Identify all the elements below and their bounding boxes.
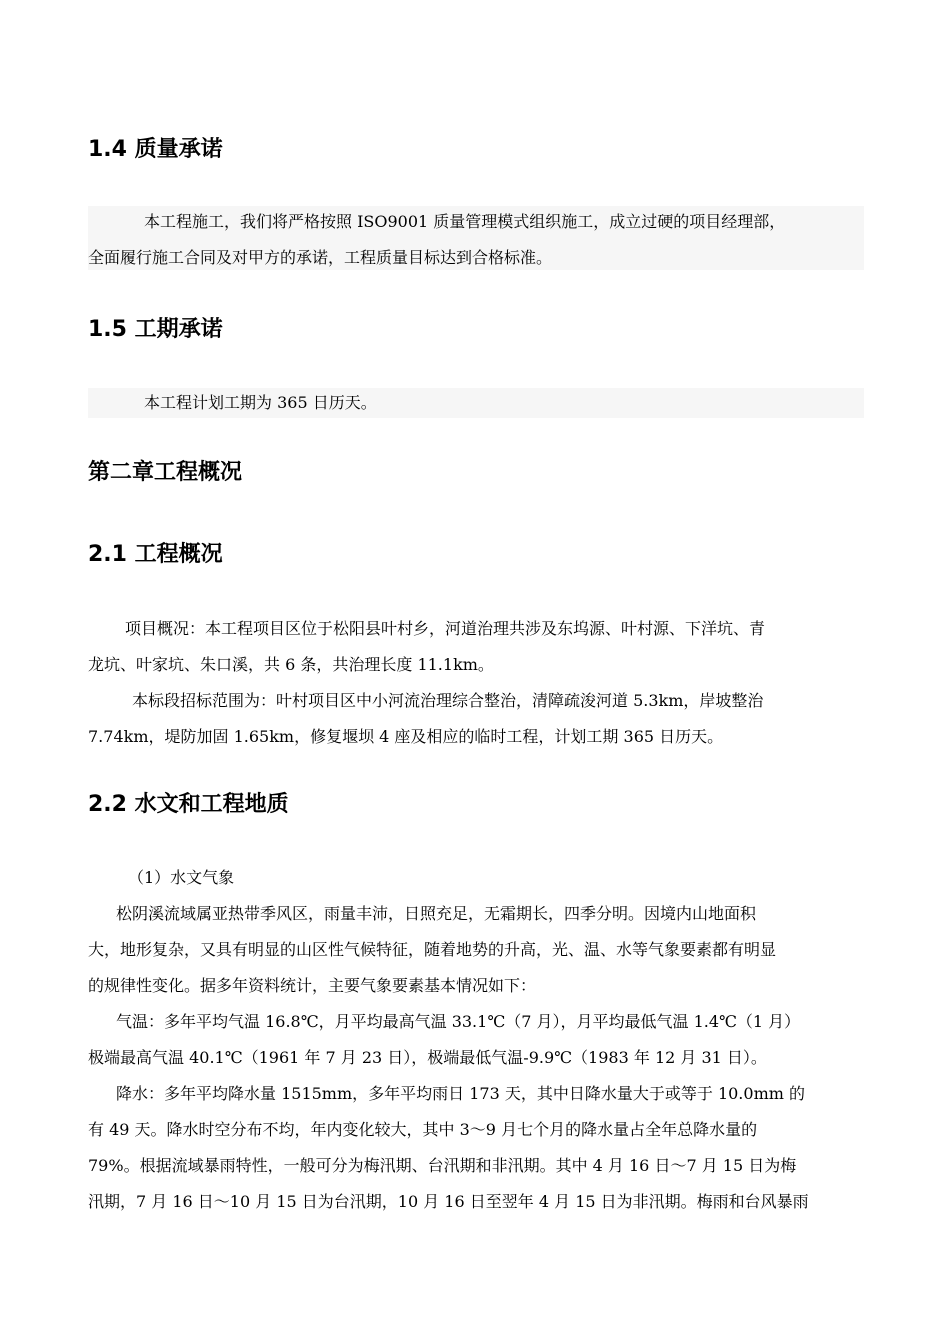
text-line: 有 49 天。降水时空分布不均，年内变化较大，其中 3～9 月七个月的降水量占全年总降水量的 [88,1120,758,1139]
text-line: 汛期，7 月 16 日～10 月 15 日为台汛期，10 月 16 日至翌年 4 月 15 日为非汛期。梅雨和台风暴雨 [88,1192,809,1211]
text-line: 7.74km，堤防加固 1.65km，修复堰坝 4 座及相应的临时工程，计划工期 365 日历天。 [88,727,724,746]
heading-quality-commitment: 1.4 质量承诺 [88,137,223,162]
heading-schedule-commitment: 1.5 工期承诺 [88,317,223,342]
text-line: 本工程施工，我们将严格按照 ISO9001 质量管理模式组织施工，成立过硬的项目经理部， [144,212,786,231]
text-line: 松阴溪流域属亚热带季风区，雨量丰沛，日照充足，无霜期长，四季分明。因境内山地面积 [116,904,757,923]
text-line: 极端最高气温 40.1℃（1961 年 7 月 23 日），极端最低气温-9.9℃（1983 年 12 月 31 日）。 [88,1048,767,1067]
text-line: （1）水文气象 [128,868,235,887]
paragraph-climate [88,896,866,1004]
paragraph-bid-scope [88,683,866,755]
chapter-title: 第二章工程概况 [88,460,243,485]
subheading-hydrometeorology [88,860,866,896]
text-line: 项目概况：本工程项目区位于松阳县叶村乡，河道治理共涉及东坞源、叶村源、下洋坑、青 [125,619,766,638]
text-line: 79%。根据流域暴雨特性，一般可分为梅汛期、台汛期和非汛期。其中 4 月 16 日～7 月 15 日为梅 [88,1156,797,1175]
heading-hydrology-geology: 2.2 水文和工程地质 [88,792,289,817]
paragraph-quality-commitment [88,204,866,276]
paragraph-project-overview [88,611,866,683]
text-line: 本标段招标范围为：叶村项目区中小河流治理综合整治，清障疏浚河道 5.3km，岸坡整治 [132,691,764,710]
heading-project-overview: 2.1 工程概况 [88,542,223,567]
paragraph-precipitation [88,1076,866,1220]
text-line: 全面履行施工合同及对甲方的承诺，工程质量目标达到合格标准。 [88,248,553,267]
text-line: 龙坑、叶家坑、朱口溪，共 6 条，共治理长度 11.1km。 [88,655,494,674]
text-line: 的规律性变化。据多年资料统计，主要气象要素基本情况如下： [88,976,537,995]
paragraph-schedule-commitment [88,385,866,421]
text-line: 本工程计划工期为 365 日历天。 [144,393,377,412]
text-line: 大，地形复杂，又具有明显的山区性气候特征，随着地势的升高，光、温、水等气象要素都有明显 [88,940,777,959]
text-line: 降水：多年平均降水量 1515mm，多年平均雨日 173 天，其中日降水量大于或等于 10.0mm 的 [116,1084,806,1103]
text-line: 气温：多年平均气温 16.8℃，月平均最高气温 33.1℃（7 月），月平均最低气温 1.4℃（1 月） [116,1012,801,1031]
paragraph-temperature [88,1004,866,1076]
